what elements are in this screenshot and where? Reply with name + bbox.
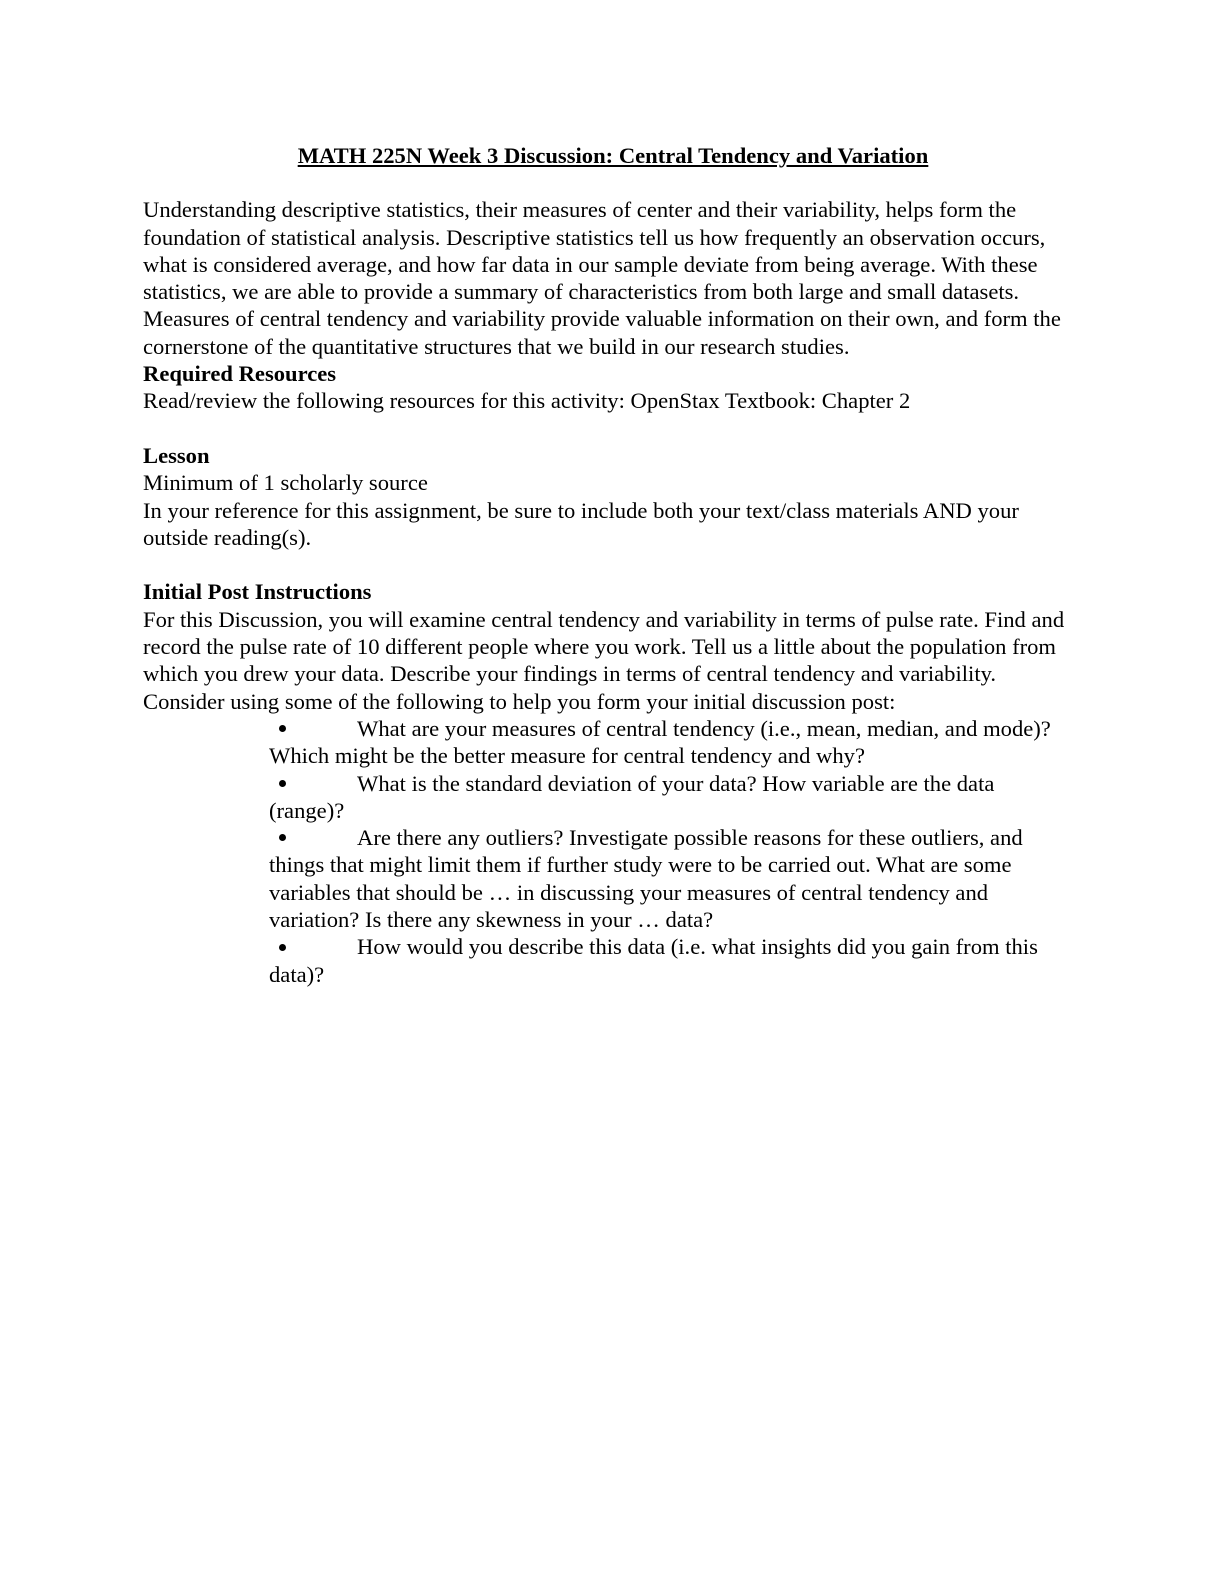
- list-item: [269, 933, 1065, 988]
- lesson-line-1: Minimum of 1 scholarly source: [143, 470, 428, 496]
- required-resources-heading: Required Resources: [143, 361, 337, 387]
- list-item: [269, 715, 1065, 770]
- list-item-text: What are your measures of central tendency (i.e., mean, median, and mode)? Which might be the better measure for central tendency and why?: [269, 715, 1051, 769]
- initial-post-heading: Initial Post Instructions: [143, 579, 372, 605]
- intro-paragraph: Understanding descriptive statistics, their measures of center and their variability, helps form the foundation of statistical analysis. Descriptive statistics tell us how frequently an observation occurs, what is considered average, and how far data in our sample deviate from being average. With these statistics, we are able to provide a summary of characteristics from both large and small datasets. Measures of central tendency and variability provide valuable information on their own, and form the cornerstone of the quantitative structures that we build in our research studies.: [143, 197, 1061, 359]
- spacer: [143, 415, 1083, 442]
- lesson-line-2: In your reference for this assignment, be sure to include both your text/class materials AND your outside reading(s).: [143, 497, 1019, 550]
- bullet-icon: [269, 824, 357, 851]
- bullet-icon: [269, 770, 357, 797]
- lesson-heading: Lesson: [143, 442, 210, 468]
- bullet-icon: [269, 715, 357, 742]
- list-item-text: Are there any outliers? Investigate possible reasons for these outliers, and things that might limit them if further study were to be carried out. What are some variables that should be … in discussing your measures of central tendency and variation? Is there any skewness in your … data?: [269, 825, 1023, 933]
- required-resources-text: Read/review the following resources for this activity: OpenStax Textbook: Chapter 2: [143, 388, 911, 414]
- list-item-text: What is the standard deviation of your data? How variable are the data (range)?: [269, 770, 995, 823]
- list-item-text: How would you describe this data (i.e. what insights did you gain from this data)?: [269, 934, 1038, 987]
- initial-post-text: For this Discussion, you will examine central tendency and variability in terms of pulse rate. Find and record the pulse rate of 10 different people where you work. Tell us a little about the population from which you drew your data. Describe your findings in terms of central tendency and variability. Consider using some of the following to help you form your initial discussion post:: [143, 606, 1065, 714]
- question-list: [143, 715, 1065, 988]
- list-item: [269, 770, 1065, 825]
- document-page: [143, 142, 1083, 988]
- document-title: MATH 225N Week 3 Discussion: Central Tendency and Variation: [297, 143, 929, 168]
- spacer: [143, 551, 1083, 578]
- bullet-icon: [269, 933, 357, 960]
- list-item: [269, 824, 1065, 933]
